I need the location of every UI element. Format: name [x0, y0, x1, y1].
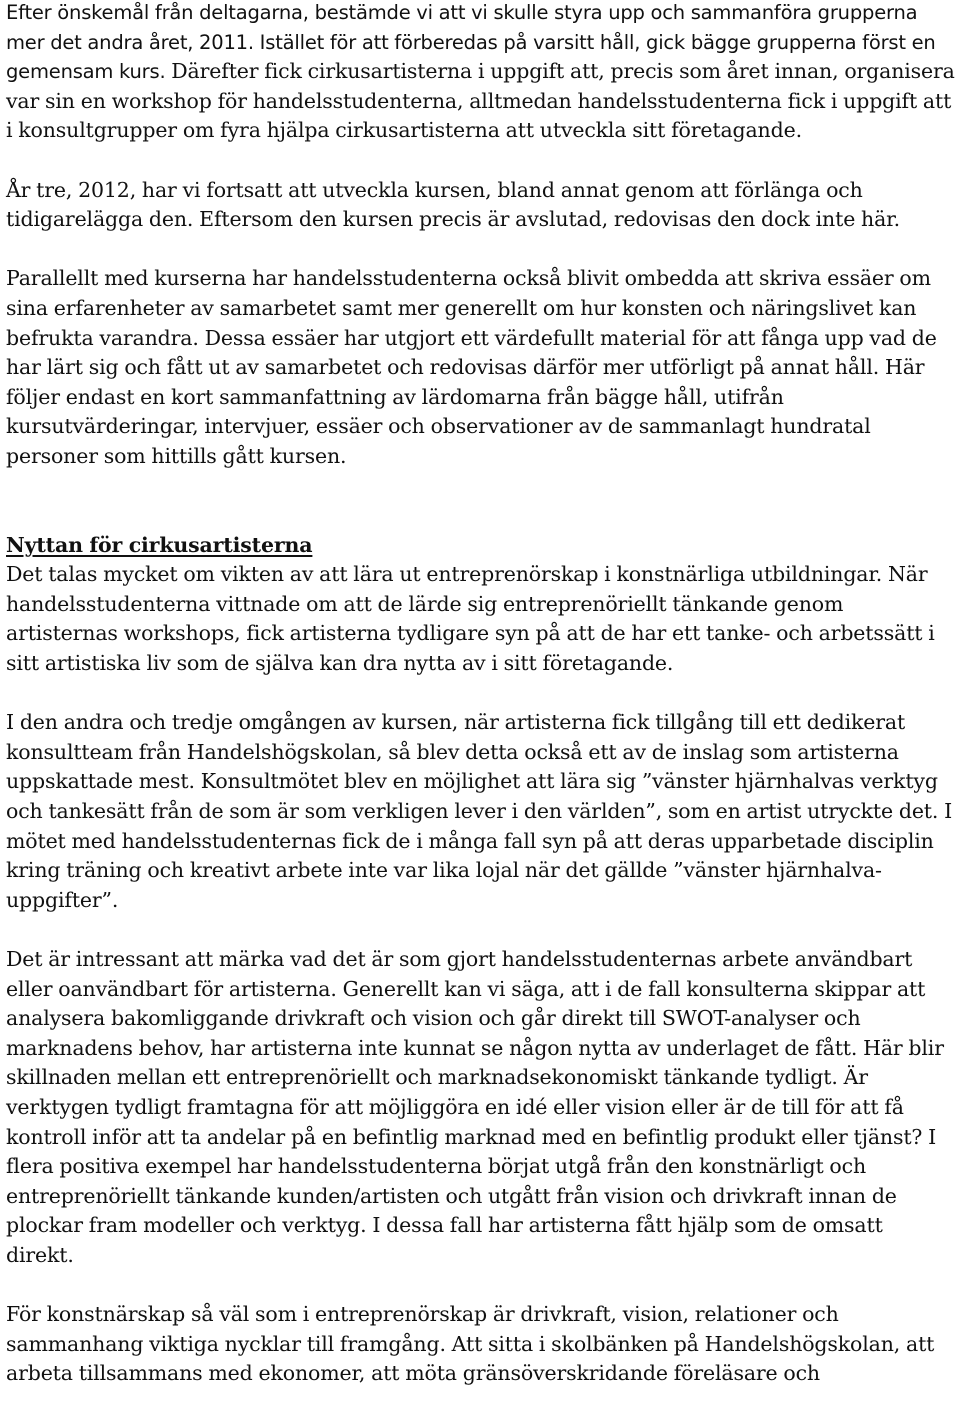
paragraph-spacer	[6, 146, 956, 176]
paragraph-usefulness: Det är intressant att märka vad det är som gjort handelsstudenternas arbete användbart eller oanvändbart för artisterna. Generellt kan vi säga, att i de fall konsulterna skippar att analysera bakomliggande drivkraft och vision och går direkt till SWOT-analyser och marknadens behov, har artisterna inte kunnat se någon nytta av underlaget de fått. Här blir skillnaden mellan ett entreprenöriellt och marknadsekonomiskt tänkande tydligt. Är verktygen tydligt framtagna för att möjliggöra en idé eller vision eller är de till för att få kontroll inför att ta andelar på en befintlig marknad med en befintlig produkt eller tjänst? I flera positiva exempel har handelsstudenterna börjat utgå från den konstnärligt och entreprenöriellt tänkande kunden/artisten och utgått från vision och drivkraft innan de plockar fram modeller och verktyg. I dessa fall har artisterna fått hjälp som de omsatt direkt.	[6, 947, 944, 1267]
document-body	[6, 0, 956, 1389]
paragraph-intro-serif-text: Därefter fick cirkusartisterna i uppgift att, precis som året innan, organisera var sin en workshop för handelsstudenterna, alltmedan handelsstudenterna fick i uppgift att i konsultgrupper om fyra hjälpa cirkusartisterna att utveckla sitt företagande.	[6, 59, 955, 143]
section-heading: Nyttan för cirkusartisterna	[6, 532, 313, 557]
paragraph-year-three: År tre, 2012, har vi fortsatt att utveckla kursen, bland annat genom att förlänga och tidigarelägga den. Eftersom den kursen precis är avslutad, redovisas den dock inte här.	[6, 177, 900, 232]
paragraph-intro-sans-text: Efter önskemål från deltagarna, bestämde vi att vi skulle styra upp och sammanföra grupperna mer det andra året, 2011. Istället för att förberedas på varsitt håll, gick bägge grupperna först en gemensam kurs.	[6, 1, 936, 84]
paragraph-consultants: I den andra och tredje omgången av kursen, när artisterna fick tillgång till ett dedikerat konsultteam från Handelshögskolan, så blev detta också ett av de inslag som artisterna uppskattade mest. Konsultmötet blev en möjlighet att lära sig ”vänster hjärnhalvas verktyg och tankesätt från de som är som verkligen lever i den världen”, som en artist utryckte det. I mötet med handelsstudenternas fick de i många fall syn på att deras upparbetade disciplin kring träning och kreativt arbete inte var lika lojal när det gällde ”vänster hjärnhalva-uppgifter”.	[6, 710, 953, 912]
paragraph-essays: Parallellt med kurserna har handelsstudenterna också blivit ombedda att skriva essäer om sina erfarenheter av samarbetet samt mer generellt om hur konsten och näringslivet kan befrukta varandra. Dessa essäer har utgjort ett värdefullt material för att fånga upp vad de har lärt sig och fått ut av samarbetet och redovisas därför mer utförligt på annat håll. Här följer endast en kort sammanfattning av lärdomarna från bägge håll, utifrån kursutvärderingar, intervjuer, essäer och observationer av de sammanlagt hundratal personer som hittills gått kursen.	[6, 266, 937, 468]
paragraph-entrepreneurship: Det talas mycket om vikten av att lära ut entreprenörskap i konstnärliga utbildningar. När handelsstudenterna vittnade om att de lärde sig entreprenöriellt tänkande genom artisternas workshops, fick artisterna tydligare syn på att de har ett tanke- och arbetssätt i sitt artistiska liv som de själva kan dra nytta av i sitt företagande.	[6, 562, 935, 676]
paragraph-spacer	[6, 679, 956, 709]
paragraph-spacer	[6, 1271, 956, 1301]
section-spacer	[6, 472, 956, 531]
paragraph-artistry: För konstnärskap så väl som i entreprenörskap är drivkraft, vision, relationer och sammanhang viktiga nycklar till framgång. Att sitta i skolbänken på Handelshögskolan, att arbeta tillsammans med ekonomer, att möta gränsöverskridande föreläsare och	[6, 1302, 935, 1386]
paragraph-intro	[6, 0, 956, 146]
paragraph-spacer	[6, 915, 956, 945]
paragraph-spacer	[6, 235, 956, 265]
